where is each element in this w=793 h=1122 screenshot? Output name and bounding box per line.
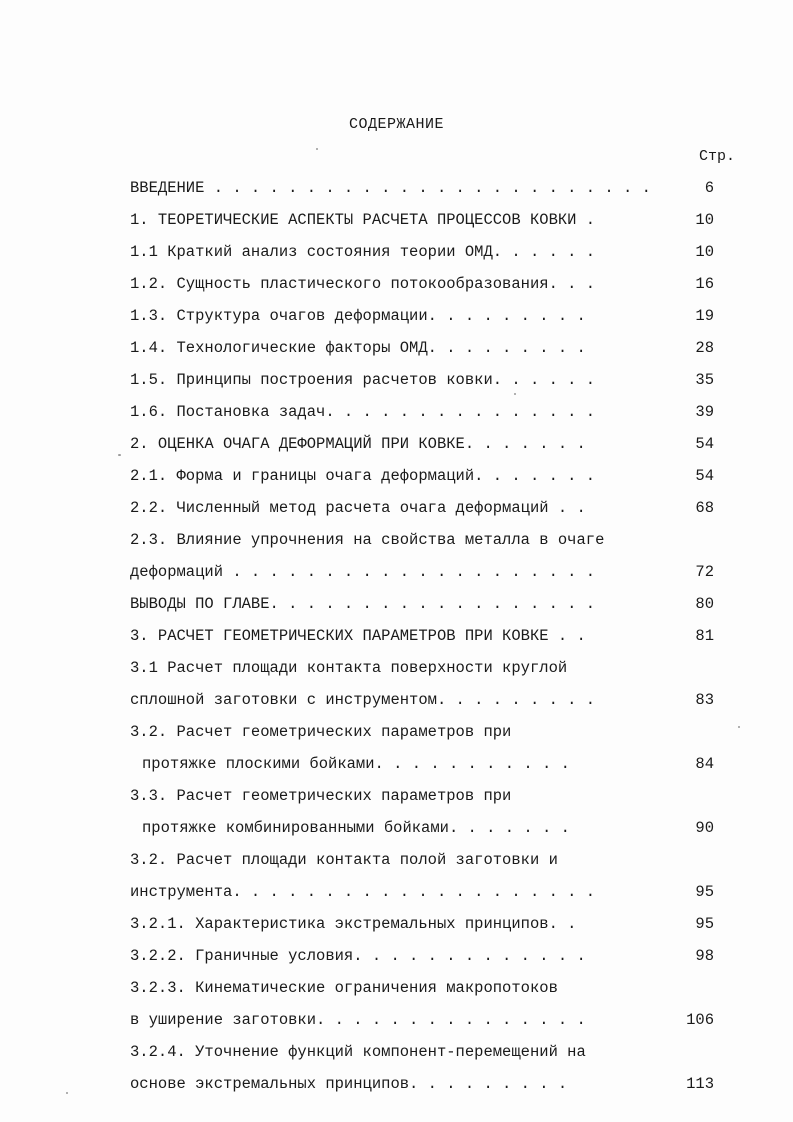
- toc-entry-text: протяжке комбинированными бойками. . . . . . .: [142, 819, 570, 837]
- toc-entry-text: 3.2. Расчет площади контакта полой заготовки и: [130, 851, 558, 869]
- toc-entry-page: 28: [695, 339, 714, 357]
- toc-entry-text: основе экстремальных принципов. . . . . . . . .: [130, 1075, 568, 1093]
- toc-entry-page: 6: [704, 179, 714, 197]
- toc-entry: [130, 752, 714, 784]
- toc-entry-text: 3.2. Расчет геометрических параметров при: [130, 723, 512, 741]
- toc-entry: [130, 208, 714, 240]
- toc-entry-text: 3. РАСЧЕТ ГЕОМЕТРИЧЕСКИХ ПАРАМЕТРОВ ПРИ КОВКЕ . .: [130, 627, 586, 645]
- toc-entry-text: 2.2. Численный метод расчета очага деформаций . .: [130, 499, 586, 517]
- toc-entry-page: 95: [695, 915, 714, 933]
- toc-entry: [130, 1008, 714, 1040]
- toc-entry-page: 35: [695, 371, 714, 389]
- table-of-contents: [130, 176, 714, 1104]
- toc-entry-text: ВВЕДЕНИЕ . . . . . . . . . . . . . . . . . . . . . . . .: [130, 179, 651, 197]
- toc-entry: [130, 592, 714, 624]
- page-title: СОДЕРЖАНИЕ: [348, 116, 444, 133]
- toc-entry-page: 10: [695, 211, 714, 229]
- toc-entry-page: 98: [695, 947, 714, 965]
- toc-entry-text: 1.5. Принципы построения расчетов ковки. . . . . .: [130, 371, 596, 389]
- toc-entry: [130, 848, 714, 880]
- toc-entry-page: 19: [695, 307, 714, 325]
- toc-entry: [130, 336, 714, 368]
- toc-entry-text: деформаций . . . . . . . . . . . . . . . . . . . .: [130, 563, 596, 581]
- toc-entry: [130, 720, 714, 752]
- toc-entry-text: 3.2.2. Граничные условия. . . . . . . . . . . . .: [130, 947, 586, 965]
- toc-entry-text: 3.2.3. Кинематические ограничения макропотоков: [130, 979, 558, 997]
- toc-entry: [130, 240, 714, 272]
- toc-entry-page: 90: [695, 819, 714, 837]
- toc-entry-page: 83: [695, 691, 714, 709]
- toc-entry-text: 3.3. Расчет геометрических параметров при: [130, 787, 512, 805]
- toc-entry: [130, 432, 714, 464]
- toc-entry-page: 113: [686, 1075, 714, 1093]
- toc-entry-page: 84: [695, 755, 714, 773]
- toc-entry-text: 2. ОЦЕНКА ОЧАГА ДЕФОРМАЦИЙ ПРИ КОВКЕ. . . . . . .: [130, 435, 586, 453]
- scan-speck: [66, 1092, 68, 1094]
- toc-entry-text: инструмента. . . . . . . . . . . . . . . . . . . .: [130, 883, 596, 901]
- toc-entry: [130, 368, 714, 400]
- toc-entry: [130, 464, 714, 496]
- toc-entry-page: 81: [695, 627, 714, 645]
- toc-entry: [130, 528, 714, 560]
- page-column-header: Стр.: [699, 148, 736, 165]
- toc-entry: [130, 560, 714, 592]
- toc-entry-text: 1. ТЕОРЕТИЧЕСКИЕ АСПЕКТЫ РАСЧЕТА ПРОЦЕССОВ КОВКИ .: [130, 211, 596, 229]
- toc-entry-page: 10: [695, 243, 714, 261]
- toc-entry: [130, 496, 714, 528]
- toc-entry: [130, 784, 714, 816]
- toc-entry: [130, 400, 714, 432]
- toc-entry-text: 1.3. Структура очагов деформации. . . . . . . . .: [130, 307, 586, 325]
- toc-entry-text: ВЫВОДЫ ПО ГЛАВЕ. . . . . . . . . . . . . . . . . .: [130, 595, 596, 613]
- toc-entry-page: 54: [695, 435, 714, 453]
- toc-entry-page: 72: [695, 563, 714, 581]
- toc-entry: [130, 816, 714, 848]
- toc-entry: [130, 944, 714, 976]
- scan-speck: [118, 454, 121, 456]
- toc-entry: [130, 880, 714, 912]
- toc-entry-text: 1.1 Краткий анализ состояния теории ОМД. . . . . .: [130, 243, 596, 261]
- toc-entry-page: 106: [686, 1011, 714, 1029]
- toc-entry-text: в уширение заготовки. . . . . . . . . . . . . . .: [130, 1011, 586, 1029]
- toc-entry: [130, 1040, 714, 1072]
- toc-entry-page: 39: [695, 403, 714, 421]
- toc-entry-text: протяжке плоскими бойками. . . . . . . . . . .: [142, 755, 570, 773]
- toc-entry: [130, 688, 714, 720]
- toc-entry: [130, 976, 714, 1008]
- toc-entry-text: 2.3. Влияние упрочнения на свойства металла в очаге: [130, 531, 605, 549]
- toc-entry-text: 2.1. Форма и границы очага деформаций. . . . . . .: [130, 467, 596, 485]
- toc-entry-text: сплошной заготовки с инструментом. . . . . . . . .: [130, 691, 596, 709]
- toc-entry-page: 68: [695, 499, 714, 517]
- scan-speck: [316, 148, 318, 150]
- toc-entry: [130, 176, 714, 208]
- toc-entry-page: 54: [695, 467, 714, 485]
- toc-entry-page: 95: [695, 883, 714, 901]
- toc-entry-text: 3.1 Расчет площади контакта поверхности круглой: [130, 659, 568, 677]
- toc-entry: [130, 1072, 714, 1104]
- toc-entry-text: 1.4. Технологические факторы ОМД. . . . . . . . .: [130, 339, 586, 357]
- toc-entry-text: 1.2. Сущность пластического потокообразования. . .: [130, 275, 596, 293]
- scan-speck: [514, 393, 516, 395]
- toc-entry-text: 1.6. Постановка задач. . . . . . . . . . . . . . .: [130, 403, 596, 421]
- toc-entry: [130, 912, 714, 944]
- toc-entry: [130, 304, 714, 336]
- toc-entry-page: 80: [695, 595, 714, 613]
- toc-entry: [130, 624, 714, 656]
- toc-entry-text: 3.2.1. Характеристика экстремальных принципов. .: [130, 915, 577, 933]
- toc-entry: [130, 272, 714, 304]
- toc-entry-text: 3.2.4. Уточнение функций компонент-перемещений на: [130, 1043, 586, 1061]
- toc-entry: [130, 656, 714, 688]
- scan-speck: [738, 726, 740, 728]
- toc-entry-page: 16: [695, 275, 714, 293]
